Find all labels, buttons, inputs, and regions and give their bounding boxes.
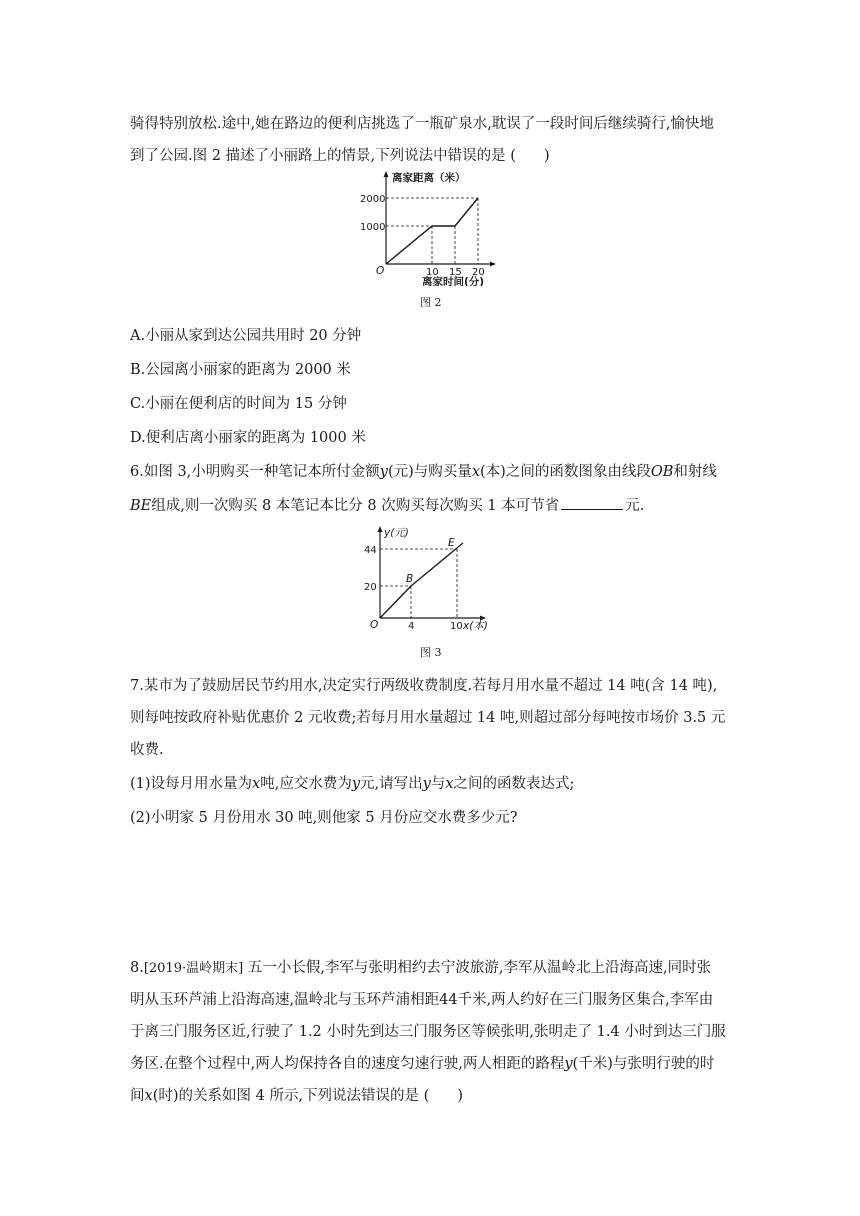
q8-line-4-b: (千米)与张明行驶的时 [572,1056,715,1072]
q8-source-tag: [2019·温岭期末] [143,961,244,976]
figure-2-ytick-2000: 2000 [360,194,386,205]
figure-2-origin: O [376,265,385,277]
q8-line-1-text: 五一小长假,李军与张明相约去宁波旅游,李军从温岭北上沿海高速,同时张 [247,960,712,976]
q6-text-d: 和射线 [673,464,717,480]
figure-3-point-e: E [448,537,455,549]
q5-option-c: C.小丽在便利店的时间为 15 分钟 [130,396,347,412]
q8-number: 8. [130,960,144,976]
q7-line-3: 收费. [130,742,164,758]
figure-2-xtick-20: 20 [472,267,485,278]
figure-3-xlabel: x(本) [463,620,488,632]
figure-3-ytick-20: 20 [364,582,377,593]
q8-line-1 [130,958,730,979]
q8-line-5-b: (时)的关系如图 4 所示,下列说法错误的是 ( [152,1088,430,1104]
q8-line-4 [130,1054,730,1074]
q7-sub1-e: 之间的函数表达式; [453,776,575,792]
q7-sub1-d: 与 [430,776,446,792]
q8-var-y: y [564,1056,573,1072]
figure-2-ylabel: 离家距离（米） [392,172,466,184]
q8-var-x: x [144,1088,153,1104]
q5-option-a: A.小丽从家到达公园共用时 20 分钟 [130,328,362,344]
figure-3-segment-ob [380,586,411,618]
q6-text-a: 6.如图 3,小明购买一种笔记本所付金额 [130,464,380,480]
q8-line-3: 于离三门服务区近,行驶了 1.2 小时先到达三门服务区等候张明,张明走了 1.4 小时到达三门服 [130,1024,726,1040]
q7-sub1-y2: y [422,776,431,792]
q7-sub1-x: x [252,776,261,792]
q6-text-c: (本)之间的函数图象由线段 [480,464,651,480]
figure-2-xtick-10: 10 [426,267,439,278]
q6-text-e: 组成,则一次购买 8 本笔记本比分 8 次购买每次购买 1 本可节省 [151,498,560,514]
q6-line-1 [130,462,730,482]
q6-var-x: x [471,464,480,480]
q6-text-b: (元)与购买量 [387,464,472,480]
q6-line-2 [130,495,730,516]
q7-sub1-y: y [351,776,361,792]
q5-line-2-text: 到了公园.图 2 描述了小丽路上的情景,下列说法中错误的是 ( [130,148,516,164]
figure-3-point-b: B [406,573,414,585]
q8-line-4-a: 务区.在整个过程中,两人均保持各自的速度匀速行驶,两人相距的路程 [130,1056,565,1072]
q6-var-y: y [379,464,388,480]
q5-option-d: D.便利店离小丽家的距离为 1000 米 [130,430,366,446]
figure-3-xtick-10: 10 [450,621,463,632]
figure-3-ray-be [411,543,463,586]
figure-3-ylabel: y(元) [384,527,409,539]
figure-2-caption: 图 2 [420,296,442,309]
q7-sub-1 [130,774,730,794]
q7-line-1: 7.某市为了鼓励居民节约用水,决定实行两级收费制度.若每月用水量不超过 14 吨(含 14 吨), [130,678,718,694]
figure-3-graph [360,524,500,636]
q6-ray-be: BE [130,498,152,514]
q5-line-1: 骑得特别放松.途中,她在路边的便利店挑选了一瓶矿泉水,耽误了一段时间后继续骑行,愉快地 [130,116,714,132]
q6-segment-ob: OB [650,464,674,480]
q7-sub1-a: (1)设每月用水量为 [130,776,253,792]
q6-answer-blank[interactable] [561,495,623,510]
q8-line-2: 明从玉环芦浦上沿海高速,温岭北与玉环芦浦相距44千米,两人约好在三门服务区集合,李军由 [130,992,714,1008]
q5-paren-close: ) [543,148,550,164]
q8-paren-close: ) [457,1088,463,1104]
figure-2-xlabel: 离家时间(分) [422,276,485,286]
figure-2-graph [360,168,500,286]
q7-sub1-x2: x [445,776,454,792]
q6-text-f: 元. [625,498,645,514]
q7-sub-2: (2)小明家 5 月份用水 30 吨,则他家 5 月份应交水费多少元? [130,810,518,826]
q5-line-2 [130,146,730,166]
figure-3-ytick-44: 44 [364,545,377,556]
figure-2-xtick-15: 15 [449,267,462,278]
q8-line-5 [130,1086,730,1106]
q5-option-b: B.公园离小丽家的距离为 2000 米 [130,362,351,378]
q8-line-5-a: 间 [130,1088,145,1104]
q7-sub1-b: 吨,应交水费为 [260,776,352,792]
q7-sub1-c: 元,请写出 [360,776,423,792]
figure-3-xtick-4: 4 [408,621,415,632]
q7-line-2: 则每吨按政府补贴优惠价 2 元收费;若每月用水量超过 14 吨,则超过部分每吨按市场价 3.5 元 [130,710,726,726]
figure-3-caption: 图 3 [420,646,442,659]
figure-3-origin: O [370,619,379,631]
figure-2-ytick-1000: 1000 [360,222,386,233]
